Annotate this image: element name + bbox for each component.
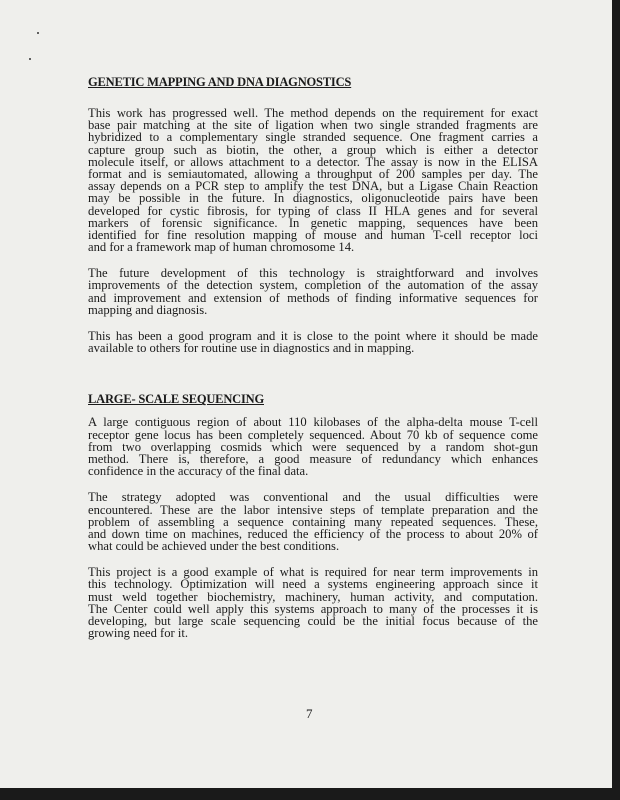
text-line: molecule itself, or allows attachment to a detector. The assay is now in the ELISA	[88, 154, 538, 169]
scan-speck	[29, 58, 31, 60]
text-line: The Center could well apply this systems approach to many of the processes it is	[88, 601, 538, 616]
text-line: hybridized to a complementary single stranded sequence. One fragment carries a	[88, 130, 538, 145]
text-line: may be possible in the future. In diagnostics, oligonucleotide pairs have been	[88, 191, 538, 206]
text-line: This work has progressed well. The method depends on the requirement for exact	[88, 106, 538, 120]
paragraph	[88, 416, 538, 477]
paragraph	[88, 107, 538, 253]
text-line: markers of forensic significance. In genetic mapping, sequences have been	[88, 215, 538, 230]
text-line: The strategy adopted was conventional and the usual difficulties were	[88, 490, 538, 505]
text-line: capture group such as biotin, the other, a group which is either a detector	[88, 142, 538, 157]
text-line: growing need for it.	[88, 626, 189, 641]
scan-speck	[37, 32, 39, 34]
text-line: this technology. Optimization will need a systems engineering approach since it	[88, 577, 538, 592]
text-line: and improvement and extension of methods of finding informative sequences for	[88, 290, 538, 305]
text-line: available to others for routine use in diagnostics and in mapping.	[88, 341, 415, 356]
text-line: and for a framework map of human chromosome 14.	[88, 240, 355, 255]
text-line: problem of assembling a sequence containing many repeated sequences. These,	[88, 514, 538, 529]
text-line: must weld together biochemistry, machinery, human activity, and computation.	[88, 589, 538, 604]
text-line: developing, but large scale sequencing could be the initial focus because of the	[88, 614, 538, 628]
text-line: from two overlapping cosmids which were sequenced by a random shot-gun	[88, 439, 538, 454]
text-line: format and is semiautomated, allowing a throughput of 200 samples per day. The	[88, 166, 538, 181]
text-line: identified for fine resolution mapping of mouse and human T-cell receptor loci	[88, 227, 538, 242]
text-line: This project is a good example of what is required for near term improvements in	[88, 565, 538, 580]
paragraph	[88, 330, 538, 354]
document-body	[88, 75, 538, 653]
text-line: assay depends on a PCR step to amplify the test DNA, but a Ligase Chain Reaction	[88, 179, 538, 194]
section-heading-genetic-mapping: GENETIC MAPPING AND DNA DIAGNOSTICS	[88, 75, 352, 89]
text-line: confidence in the accuracy of the final data.	[88, 464, 309, 479]
text-line: mapping and diagnosis.	[88, 302, 208, 317]
text-line: improvements of the detection system, completion of the automation of the assay	[88, 278, 538, 293]
paragraph	[88, 267, 538, 316]
text-line: encountered. These are the labor intensive steps of template preparation and the	[88, 502, 538, 517]
paragraph	[88, 491, 538, 552]
text-line: and down time on machines, reduced the efficiency of the process to about 20% of	[88, 526, 538, 541]
section-heading-large-scale-sequencing: LARGE- SCALE SEQUENCING	[88, 392, 264, 407]
text-line: receptor gene locus has been completely sequenced. About 70 kb of sequence come	[88, 427, 538, 442]
text-line: base pair matching at the site of ligation when two single stranded fragments are	[88, 118, 538, 133]
text-line: what could be achieved under the best conditions.	[88, 539, 340, 554]
paragraph	[88, 566, 538, 639]
text-line: developed for cystic fibrosis, for typing of class II HLA genes and for several	[88, 203, 538, 218]
text-line: This has been a good program and it is close to the point where it should be made	[88, 329, 538, 343]
text-line: A large contiguous region of about 110 kilobases of the alpha-delta mouse T-cell	[88, 415, 538, 430]
text-line: method. There is, therefore, a good measure of redundancy which enhances	[88, 451, 538, 466]
page-number: 7	[306, 706, 313, 721]
text-line: The future development of this technology is straightforward and involves	[88, 266, 538, 281]
